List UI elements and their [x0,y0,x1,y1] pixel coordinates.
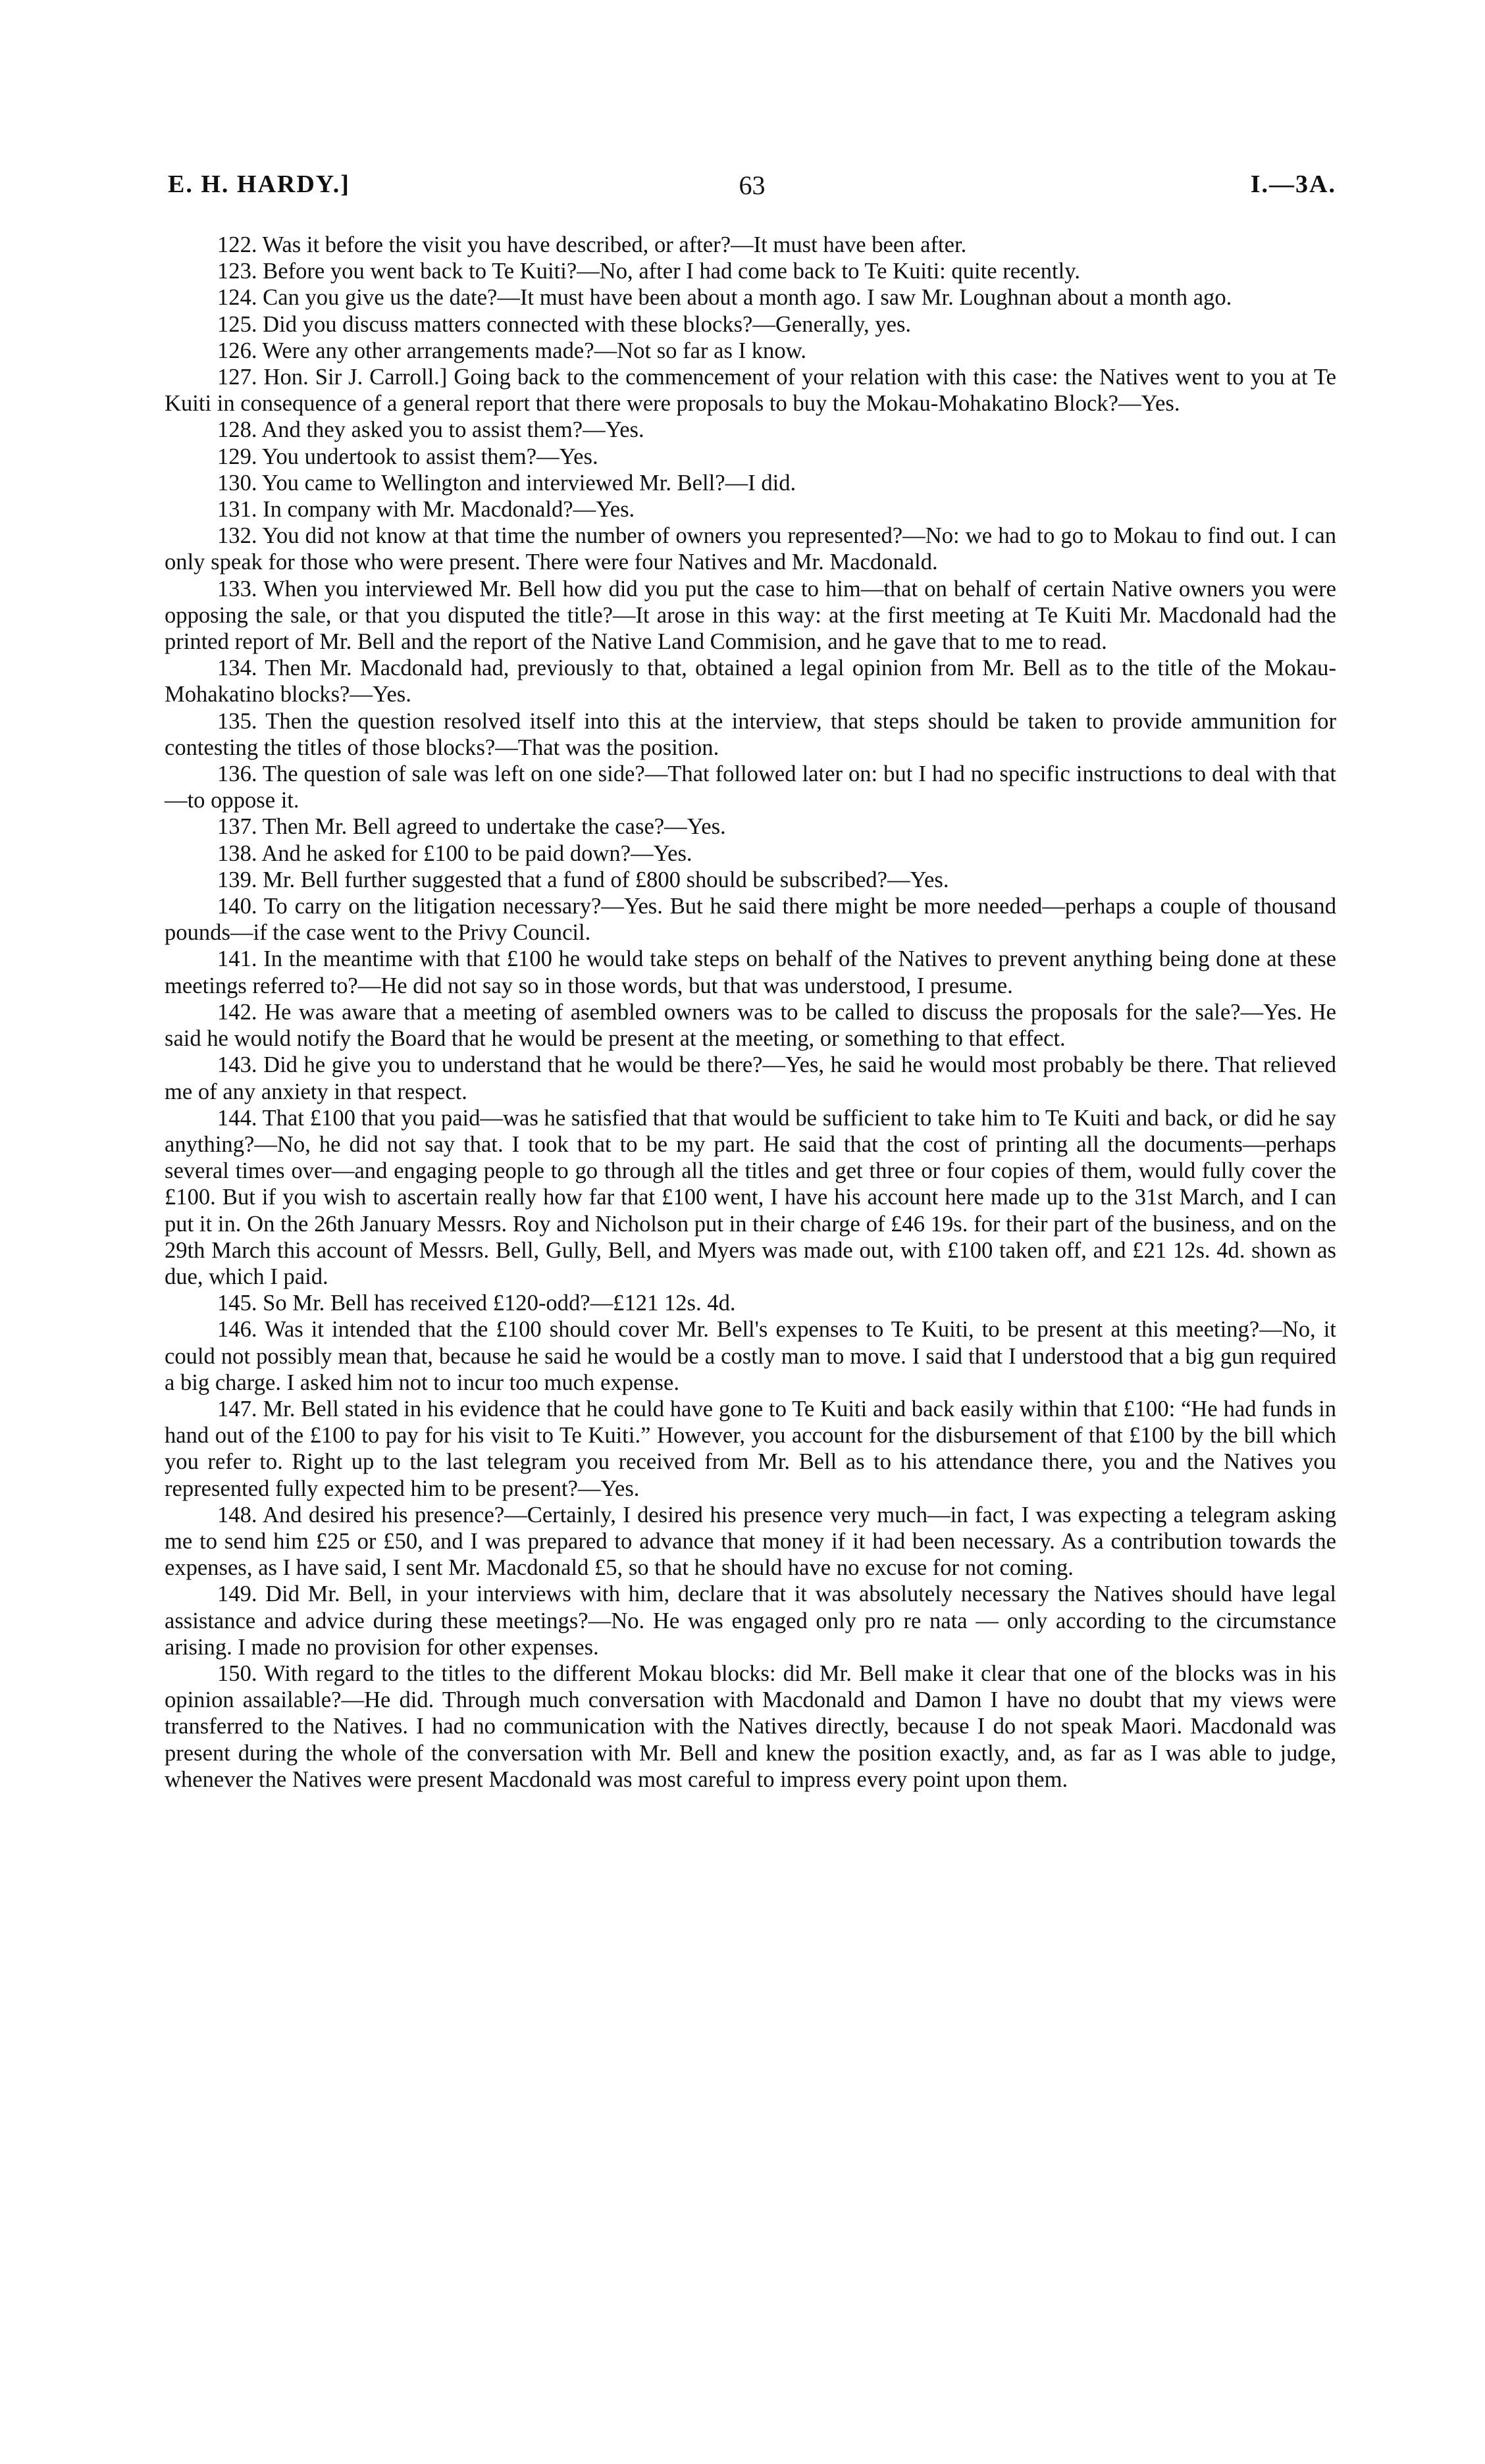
paragraph: 149. Did Mr. Bell, in your interviews with him, declare that it was absolutely necessary the Natives should have legal assistance and advice during these meetings?—No. He was engaged only pro re nata — only according to the circumstance arising. I made no provision for other expenses. [165,1581,1336,1660]
paragraph: 128. And they asked you to assist them?—Yes. [217,417,644,443]
paragraph: 131. In company with Mr. Macdonald?—Yes. [217,497,635,523]
paragraph: 146. Was it intended that the £100 should cover Mr. Bell's expenses to Te Kuiti, to be present at this meeting?—No, it could not possibly mean that, because he said he would be a costly man to move. I said that I understood that a big gun required a big charge. I asked him not to incur too much expense. [165,1317,1336,1395]
paragraph: 124. Can you give us the date?—It must have been about a month ago. I saw Mr. Loughnan about a month ago. [217,285,1232,311]
paragraph: 129. You undertook to assist them?—Yes. [217,444,598,469]
paragraph: 123. Before you went back to Te Kuiti?—No, after I had come back to Te Kuiti: quite recently. [217,259,1080,284]
paragraph: 127. Hon. Sir J. Carroll.] Going back to the commencement of your relation with this case: the Natives went to you at Te Kuiti in consequence of a general report that there were proposals to buy the Mokau-Mohakatino Block?—Yes. [165,365,1336,417]
paragraph: 134. Then Mr. Macdonald had, previously to that, obtained a legal opinion from Mr. Bell as to the title of the Mokau-Mohakatino blocks?—Yes. [165,655,1336,707]
paragraph: 143. Did he give you to understand that he would be there?—Yes, he said he would most probably be there. That relieved me of any anxiety in that respect. [165,1052,1336,1104]
paragraph: 122. Was it before the visit you have described, or after?—It must have been after. [217,232,967,257]
paragraph: 141. In the meantime with that £100 he would take steps on behalf of the Natives to prevent anything being done at these meetings referred to?—He did not say so in those words, but that was understood, I presume. [165,946,1336,998]
paragraph: 135. Then the question resolved itself into this at the interview, that steps should be taken to provide ammunition for contesting the titles of those blocks?—That was the position. [165,708,1336,760]
paragraph: 139. Mr. Bell further suggested that a fund of £800 should be subscribed?—Yes. [217,867,949,892]
paragraph: 144. That £100 that you paid—was he satisfied that that would be sufficient to take him to Te Kuiti and back, or did he say anything?—No, he did not say that. I took that to be my part. He said that the cost of printing all the documents—perhaps several times over—and engaging people to go through all the titles and get three or four copies of them, would fully cover the £100. But if you wish to ascertain really how far that £100 went, I have his account here made up to the 31st March, and I can put it in. On the 26th January Messrs. Roy and Nicholson put in their charge of £46 19s. for their part of the business, and on the 29th March this account of Messrs. Bell, Gully, Bell, and Myers was made out, with £100 taken off, and £21 12s. 4d. shown as due, which I paid. [165,1105,1336,1289]
paragraph: 125. Did you discuss matters connected with these blocks?—Generally, yes. [217,311,912,337]
paragraph: 140. To carry on the litigation necessary?—Yes. But he said there might be more needed—perhaps a couple of thousand pounds—if the case went to the Privy Council. [165,894,1336,946]
paragraph: 130. You came to Wellington and interviewed Mr. Bell?—I did. [217,470,796,496]
paragraph: 137. Then Mr. Bell agreed to undertake the case?—Yes. [217,814,726,840]
paragraph: 136. The question of sale was left on one side?—That followed later on: but I had no specific instructions to deal with that—to oppose it. [165,761,1336,813]
page-header [168,170,1336,209]
header-document-code: I.—3A. [1250,170,1336,198]
paragraph: 138. And he asked for £100 to be paid down?—Yes. [217,840,692,866]
paragraph: 132. You did not know at that time the number of owners you represented?—No: we had to go to Mokau to find out. I can only speak for those who were present. There were four Natives and Mr. Macdonald. [165,523,1336,575]
paragraph: 142. He was aware that a meeting of asembled owners was to be called to discuss the proposals for the sale?—Yes. He said he would notify the Board that he would be present at the meeting, or something to that effect. [165,999,1336,1052]
paragraph: 147. Mr. Bell stated in his evidence that he could have gone to Te Kuiti and back easily within that £100: “He had funds in hand out of the £100 to pay for his visit to Te Kuiti.” However, you account for the disbursement of that £100 by the bill which you refer to. Right up to the last telegram you received from Mr. Bell as to his attendance there, you and the Natives you represented fully expected him to be present?—Yes. [165,1396,1336,1501]
page-number: 63 [739,170,766,200]
paragraph: 150. With regard to the titles to the different Mokau blocks: did Mr. Bell make it clear that one of the blocks was in his opinion assailable?—He did. Through much conversation with Macdonald and Damon I have no doubt that my views were transferred to the Natives. I had no communication with the Natives directly, because I do not speak Maori. Macdonald was present during the whole of the conversation with Mr. Bell and knew the position exactly, and, as far as I was able to judge, whenever the Natives were present Macdonald was most careful to impress every point upon them. [165,1660,1336,1792]
header-witness-name: E. H. HARDY.] [168,170,350,198]
page-body [165,232,1336,1793]
paragraph: 148. And desired his presence?—Certainly, I desired his presence very much—in fact, I was expecting a telegram asking me to send him £25 or £50, and I was prepared to advance that money if it had been necessary. As a contribution towards the expenses, as I have said, I sent Mr. Macdonald £5, so that he should have no excuse for not coming. [165,1502,1336,1581]
paragraph: 145. So Mr. Bell has received £120-odd?—£121 12s. 4d. [217,1291,736,1316]
paragraph: 126. Were any other arrangements made?—Not so far as I know. [217,338,806,363]
paragraph: 133. When you interviewed Mr. Bell how did you put the case to him—that on behalf of certain Native owners you were opposing the sale, or that you disputed the title?—It arose in this way: at the first meeting at Te Kuiti Mr. Macdonald had the printed report of Mr. Bell and the report of the Native Land Commision, and he gave that to me to read. [165,576,1336,655]
